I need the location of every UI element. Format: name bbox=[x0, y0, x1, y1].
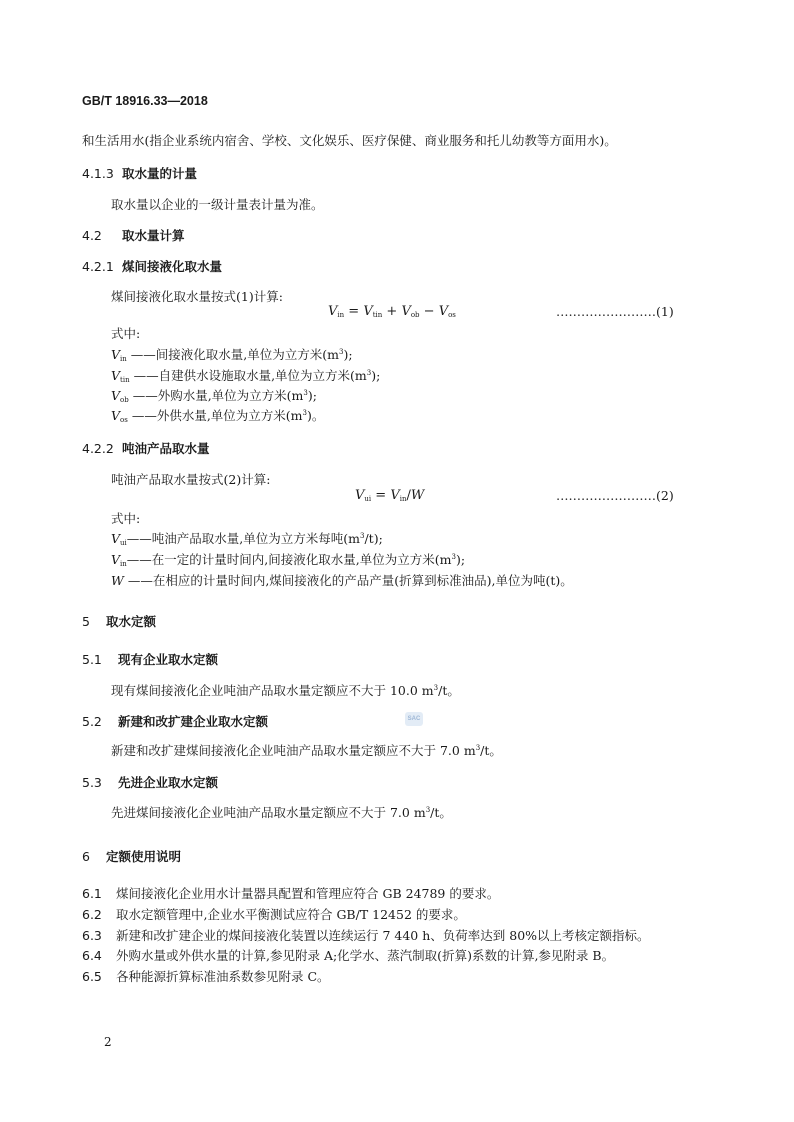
section-number: 5.3 bbox=[82, 775, 102, 790]
definition-item: $V_{tin}$ ——自建供水设施取水量,单位为立方米$(m^3)$; bbox=[111, 368, 381, 384]
definition-item: $V_{in}——$在一定的计量时间内,间接液化取水量,单位为立方米$(m^3)$; bbox=[111, 552, 466, 568]
formula-intro-1: 煤间接液化取水量按式(1)计算: bbox=[111, 289, 283, 304]
section-number: 4.2.2 bbox=[82, 441, 114, 456]
list-item-6-5: 6.5 各种能源折算标准油系数参见附录 C。 bbox=[82, 969, 330, 984]
list-item-6-3: 6.3 新建和改扩建企业的煤间接液化装置以连续运行 7 440 h、负荷率达到 80%以上考核定额指标。 bbox=[82, 928, 650, 943]
heading-5-2 bbox=[82, 712, 268, 730]
section-title: 定额使用说明 bbox=[106, 849, 182, 864]
formula-2: $V_{ui} = V_{in}/W$ bbox=[355, 488, 425, 503]
paragraph-5-3: 先进煤间接液化企业吨油产品取水量定额应不大于 7.0 $m^3/t$。 bbox=[111, 805, 452, 820]
heading-5 bbox=[82, 612, 156, 630]
standard-code: GB/T 18916.33—2018 bbox=[82, 94, 208, 108]
definition-item: $V_{ob}$ ——外购水量,单位为立方米$(m^3)$; bbox=[111, 388, 317, 404]
definition-item: $V_{ui}——$吨油产品取水量,单位为立方米每吨$(m^3/t)$; bbox=[111, 531, 383, 547]
heading-4-1-3 bbox=[82, 164, 197, 182]
paragraph-4-1-3: 取水量以企业的一级计量表计量为准。 bbox=[111, 197, 324, 212]
where-label: 式中: bbox=[111, 511, 141, 526]
heading-5-3 bbox=[82, 773, 218, 791]
equation-number-2: ……………………(2) bbox=[556, 488, 674, 503]
heading-4-2-1 bbox=[82, 257, 222, 275]
section-title: 吨油产品取水量 bbox=[122, 441, 210, 456]
section-title: 煤间接液化取水量 bbox=[122, 259, 223, 274]
list-item-6-2: 6.2 取水定额管理中,企业水平衡测试应符合 GB/T 12452 的要求。 bbox=[82, 907, 466, 922]
section-number: 6 bbox=[82, 849, 90, 864]
heading-6 bbox=[82, 847, 181, 865]
definition-item: $V_{in}$ ——间接液化取水量,单位为立方米$(m^3)$; bbox=[111, 347, 353, 363]
formula-intro-2: 吨油产品取水量按式(2)计算: bbox=[111, 472, 271, 487]
heading-4-2 bbox=[82, 226, 185, 244]
heading-5-1 bbox=[82, 650, 218, 668]
section-number: 4.2.1 bbox=[82, 259, 114, 274]
paragraph-5-2: 新建和改扩建煤间接液化企业吨油产品取水量定额应不大于 7.0 $m^3/t$。 bbox=[111, 743, 502, 758]
section-number: 4.2 bbox=[82, 228, 102, 243]
definition-item: W ——在相应的计量时间内,煤间接液化的产品产量(折算到标准油品),单位为吨(t)。 bbox=[111, 573, 573, 588]
section-number: 5.1 bbox=[82, 652, 102, 667]
section-number: 4.1.3 bbox=[82, 166, 114, 181]
section-title: 取水量计算 bbox=[122, 228, 185, 243]
list-item-6-1: 6.1 煤间接液化企业用水计量器具配置和管理应符合 GB 24789 的要求。 bbox=[82, 886, 500, 901]
section-title: 新建和改扩建企业取水定额 bbox=[118, 714, 269, 729]
definition-item: $V_{os}$ ——外供水量,单位为立方米$(m^3)$。 bbox=[111, 408, 325, 424]
section-title: 先进企业取水定额 bbox=[118, 775, 219, 790]
sac-watermark: SAC bbox=[405, 712, 423, 726]
equation-number-1: ……………………(1) bbox=[556, 304, 674, 319]
section-number: 5.2 bbox=[82, 714, 102, 729]
where-label: 式中: bbox=[111, 326, 141, 341]
paragraph-5-1: 现有煤间接液化企业吨油产品取水量定额应不大于 10.0 $m^3/t$。 bbox=[111, 683, 460, 698]
formula-1: $V_{in} = V_{tin} + V_{ob} - V_{os}$ bbox=[328, 304, 456, 319]
heading-4-2-2 bbox=[82, 439, 210, 457]
section-title: 取水量的计量 bbox=[122, 166, 198, 181]
list-item-6-4: 6.4 外购水量或外供水量的计算,参见附录 A;化学水、蒸汽制取(折算)系数的计算,参见附录 B。 bbox=[82, 948, 615, 963]
page-number: 2 bbox=[104, 1035, 112, 1049]
section-number: 5 bbox=[82, 614, 90, 629]
lead-paragraph: 和生活用水(指企业系统内宿舍、学校、文化娱乐、医疗保健、商业服务和托儿幼教等方面用水)。 bbox=[82, 133, 617, 148]
section-title: 现有企业取水定额 bbox=[118, 652, 219, 667]
section-title: 取水定额 bbox=[106, 614, 157, 629]
